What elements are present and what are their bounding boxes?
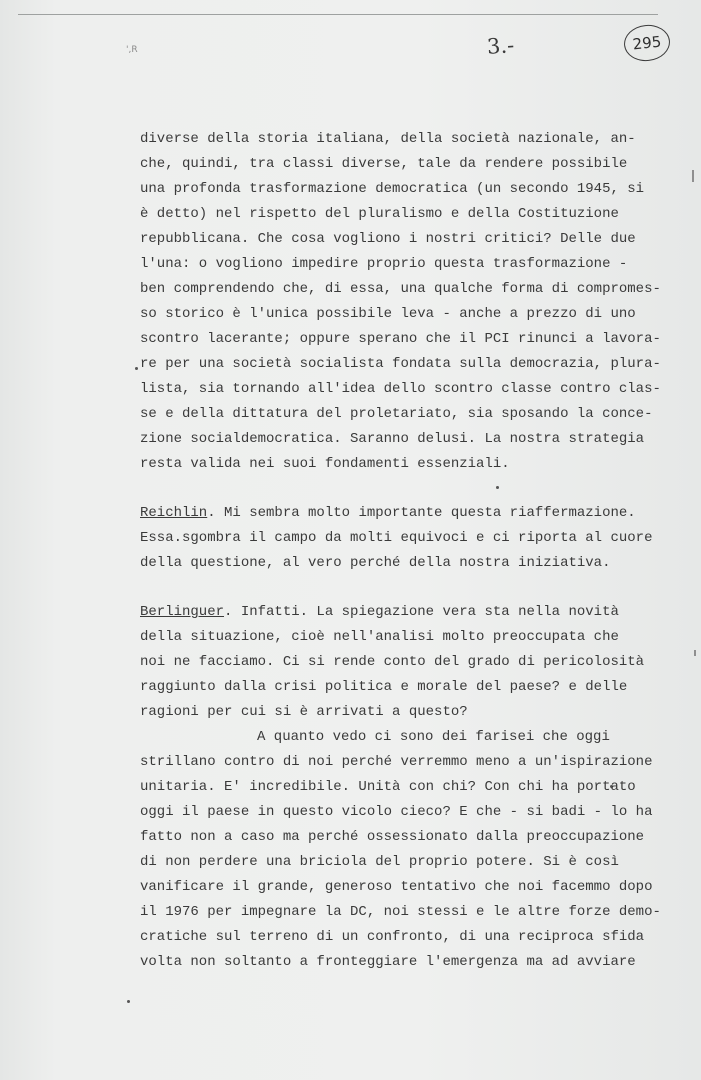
text-line: repubblicana. Che cosa vogliono i nostri critici? Delle due <box>140 231 636 247</box>
text-line: vanificare il grande, generoso tentativo che noi facemmo dopo <box>140 879 653 895</box>
text-line: volta non soltanto a fronteggiare l'emergenza ma ad avviare <box>140 954 636 970</box>
text-line: ben comprendendo che, di essa, una qualche forma di compromes- <box>140 281 661 297</box>
text-line: della questione, al vero perché della nostra iniziativa. <box>140 555 611 571</box>
text-line: resta valida nei suoi fondamenti essenziali. <box>140 456 510 472</box>
text-line: della situazione, cioè nell'analisi molto preoccupata che <box>140 629 619 645</box>
archive-stamp-number: 295 <box>631 32 663 54</box>
text-line: noi ne facciamo. Ci si rende conto del grado di pericolosità <box>140 654 645 670</box>
corner-speck: ',R <box>126 45 138 55</box>
text-line: raggiunto dalla crisi politica e morale del paese? e delle <box>140 679 628 695</box>
text-line: diverse della storia italiana, della società nazionale, an- <box>140 131 636 147</box>
text-line-indented: A quanto vedo ci sono dei farisei che oggi <box>257 729 610 745</box>
text-line: che, quindi, tra classi diverse, tale da rendere possibile <box>140 156 628 172</box>
text-line: l'una: o vogliono impedire proprio questa trasformazione - <box>140 256 628 272</box>
speaker-line-berlinguer <box>140 604 619 620</box>
text-fragment: . Mi sembra molto importante questa riaffermazione. <box>207 505 636 521</box>
text-line: cratiche sul terreno di un confronto, di una reciproca sfida <box>140 929 645 945</box>
text-line: so storico è l'unica possibile leva - anche a prezzo di uno <box>140 306 636 322</box>
archive-watermark <box>10 990 180 1070</box>
text-fragment: . Infatti. La spiegazione vera sta nella novità <box>224 604 619 620</box>
text-line: scontro lacerante; oppure sperano che il PCI rinunci a lavora- <box>140 331 661 347</box>
text-line: unitaria. E' incredibile. Unità con chi? Con chi ha portato <box>140 779 636 795</box>
text-line: di non perdere una briciola del proprio potere. Si è così <box>140 854 619 870</box>
text-line: re per una società socialista fondata sulla democrazia, plura- <box>140 356 661 372</box>
text-line: ragioni per cui si è arrivati a questo? <box>140 704 468 720</box>
text-line: lista, sia tornando all'idea dello scontro classe contro clas- <box>140 381 661 397</box>
text-line: fatto non a caso ma perché ossessionato dalla preoccupazione <box>140 829 645 845</box>
text-line: Essa.sgombra il campo da molti equivoci e ci riporta al cuore <box>140 530 653 546</box>
text-line: zione socialdemocratica. Saranno delusi. La nostra strategia <box>140 431 645 447</box>
text-line: se e della dittatura del proletariato, sia sposando la conce- <box>140 406 653 422</box>
ink-dot <box>496 486 499 489</box>
speaker-name: Reichlin <box>140 505 208 521</box>
text-line: è detto) nel rispetto del pluralismo e della Costituzione <box>140 206 619 222</box>
text-line: strillano contro di noi perché verremmo meno a un'ispirazione <box>140 754 653 770</box>
speaker-line-reichlin <box>140 505 636 521</box>
ink-dot <box>135 367 138 370</box>
text-line: oggi il paese in questo vicolo cieco? E che - si badi - lo ha <box>140 804 653 820</box>
page-number: 3.- <box>486 33 515 59</box>
archive-stamp <box>622 23 672 64</box>
top-rule <box>18 14 658 15</box>
text-line: una profonda trasformazione democratica (un secondo 1945, si <box>140 181 645 197</box>
text-line: il 1976 per impegnare la DC, noi stessi e le altre forze demo- <box>140 904 661 920</box>
margin-mark <box>694 650 696 656</box>
speaker-name: Berlinguer <box>140 604 225 620</box>
margin-mark <box>692 170 694 182</box>
